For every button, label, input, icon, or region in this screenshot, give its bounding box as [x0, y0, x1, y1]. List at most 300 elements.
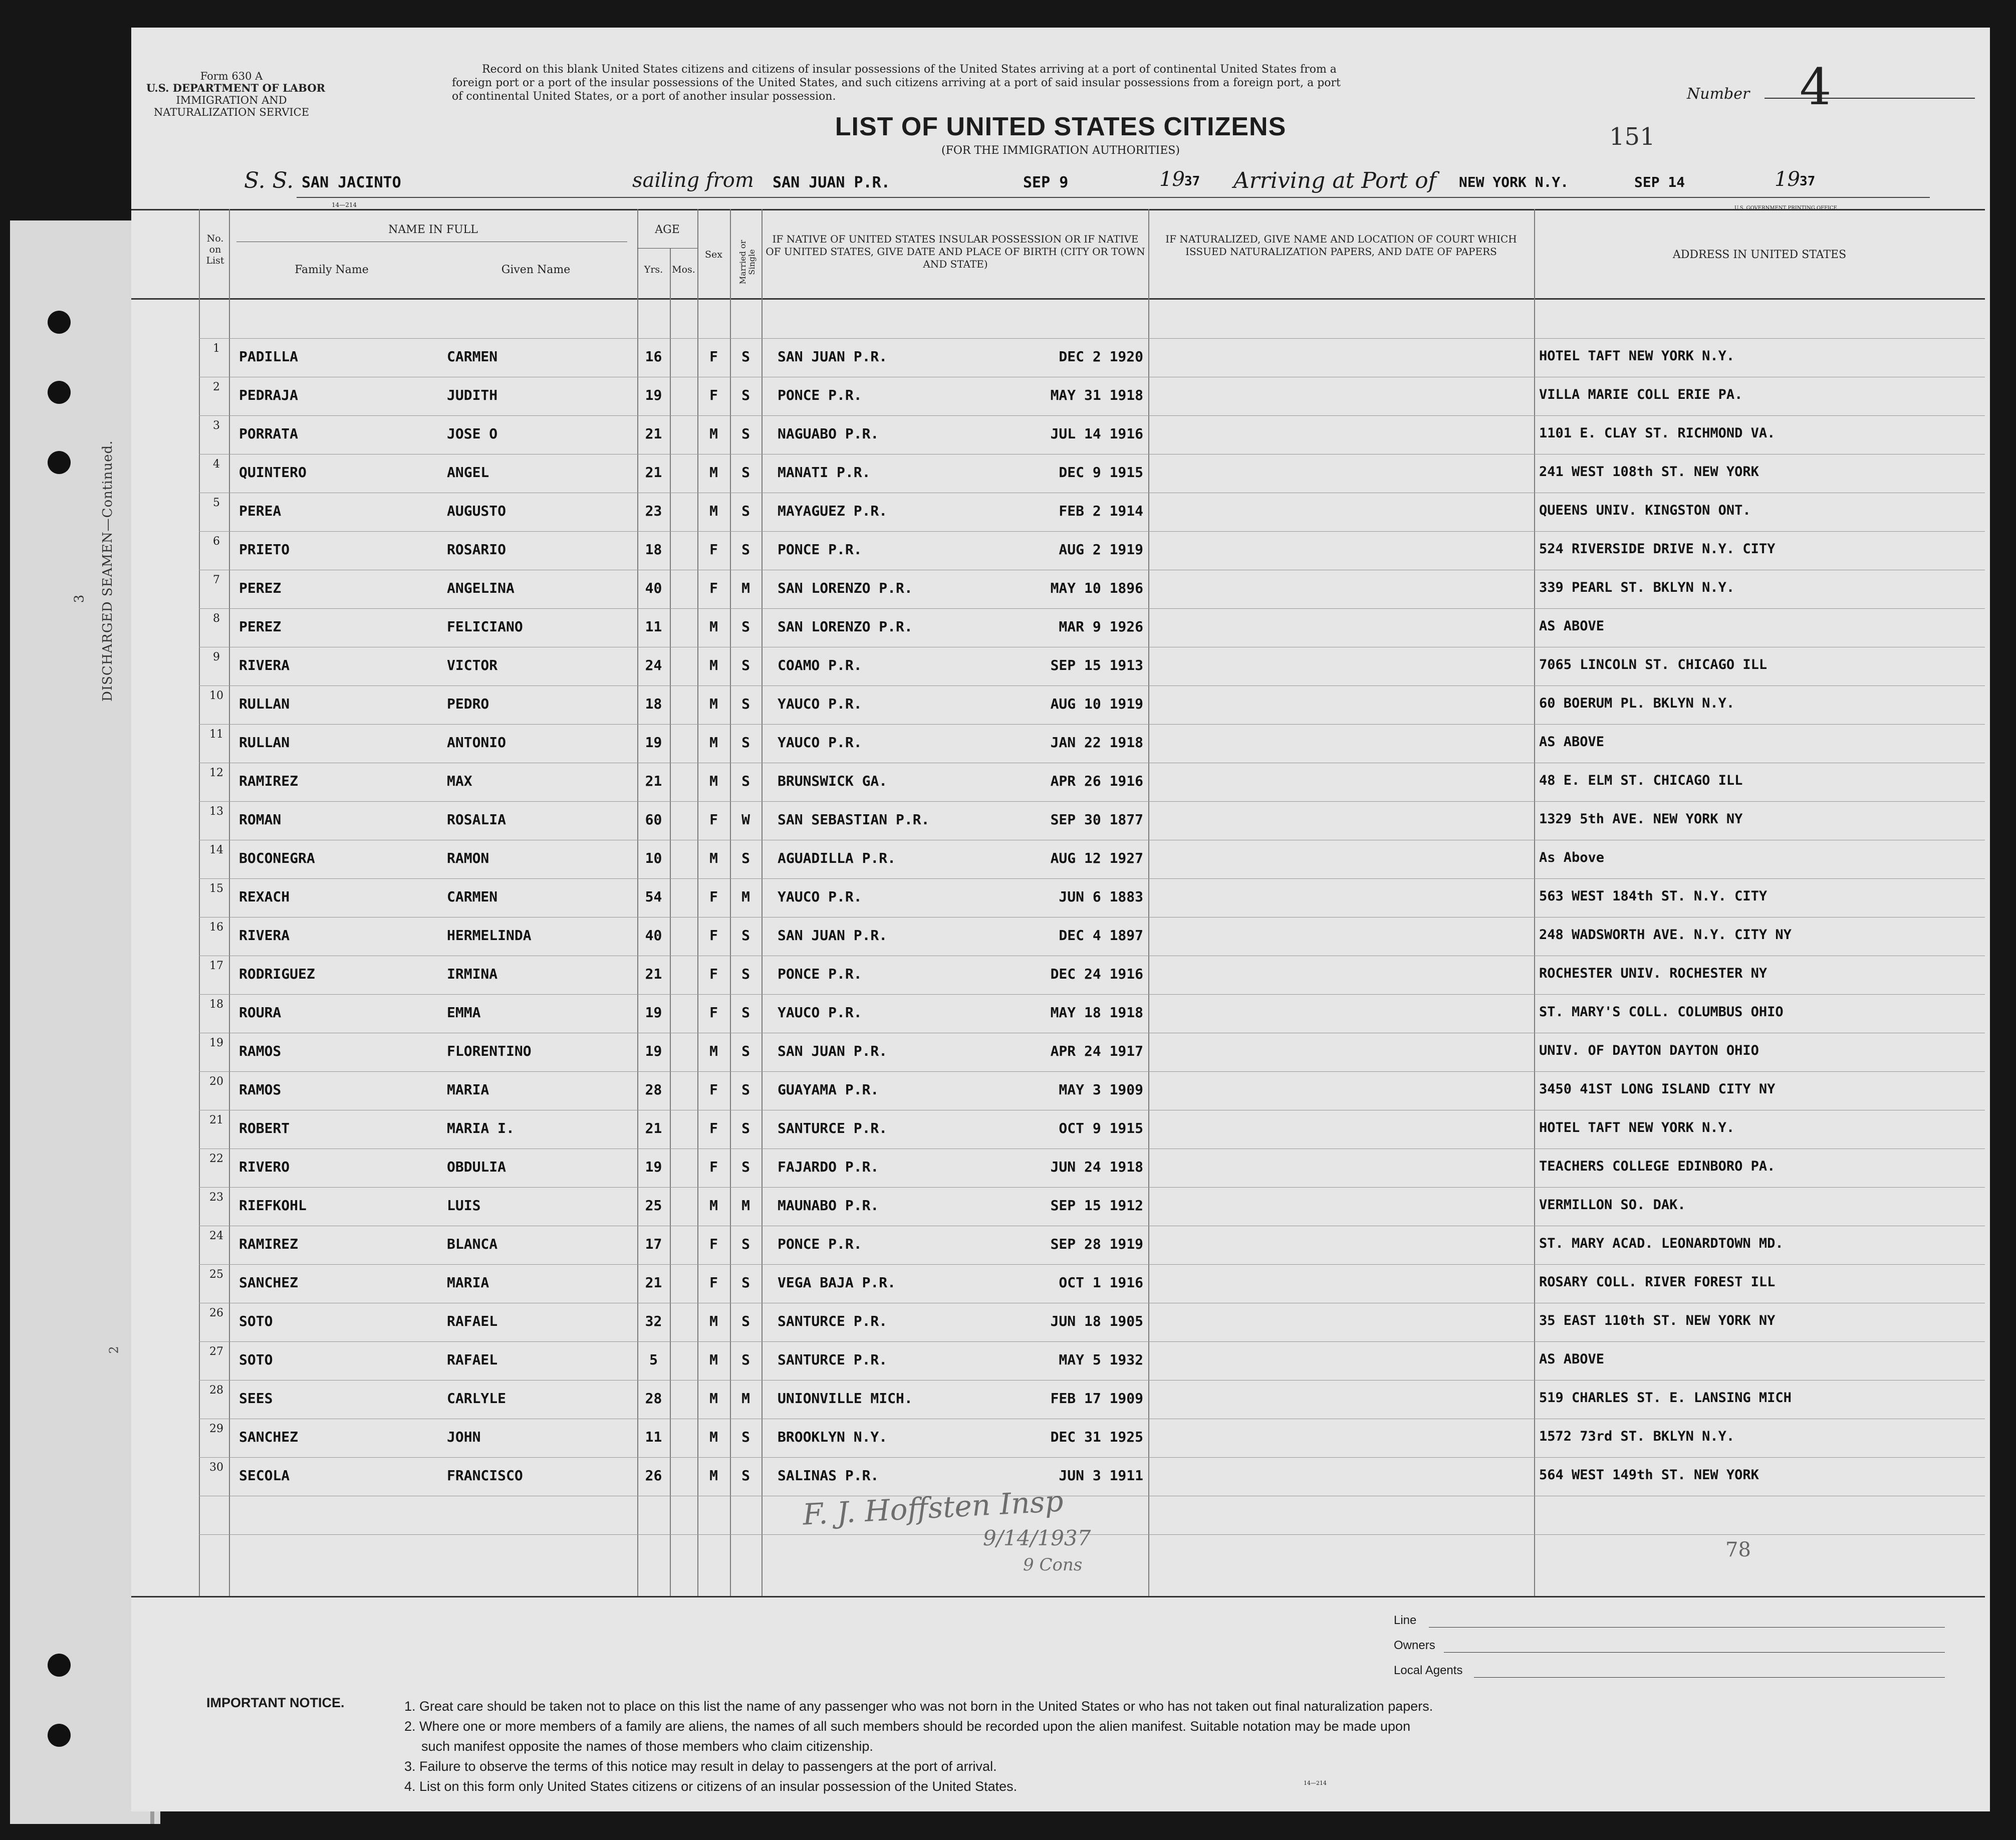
birth-place-cell: SAN LORENZO P.R. [778, 580, 913, 596]
row-number: 10 [209, 689, 223, 702]
sailing-label: sailing from [632, 169, 754, 192]
given-name-cell: RAFAEL [447, 1351, 498, 1368]
family-name-cell: SANCHEZ [239, 1274, 299, 1291]
address-cell: 339 PEARL ST. BKLYN N.Y. [1539, 580, 1735, 595]
address-cell: 524 RIVERSIDE DRIVE N.Y. CITY [1539, 541, 1776, 557]
marital-status-cell: S [741, 1429, 750, 1445]
given-name-cell: JUDITH [447, 387, 498, 403]
sex-cell: M [709, 696, 718, 712]
number-underline [1765, 98, 1975, 99]
intro-line-3: of continental United States, or a port of another insular possession. [452, 90, 836, 103]
age-cell: 26 [645, 1467, 662, 1484]
given-name-cell: AUGUSTO [447, 503, 507, 519]
age-cell: 60 [645, 811, 662, 828]
marital-status-cell: S [741, 734, 750, 751]
age-cell: 24 [645, 657, 662, 673]
ss-label: S. S. [244, 168, 294, 193]
marital-status-cell: W [741, 811, 750, 828]
address-cell: TEACHERS COLLEGE EDINBORO PA. [1539, 1159, 1776, 1174]
sex-cell: M [709, 657, 718, 673]
given-name-cell: EMMA [447, 1004, 481, 1021]
ruled-line [199, 994, 1985, 995]
given-name-cell: CARMEN [447, 888, 498, 905]
marital-status-cell: S [741, 1313, 750, 1329]
age-cell: 21 [645, 966, 662, 982]
ruled-line [199, 801, 1985, 802]
age-cell: 40 [645, 580, 662, 596]
birth-date-cell: SEP 15 1913 [1050, 657, 1143, 673]
sailing-year: 37 [1184, 174, 1200, 189]
marital-status-cell: S [741, 503, 750, 519]
age-cell: 16 [645, 348, 662, 365]
small-print-code: 14—214 [332, 201, 357, 208]
family-name-cell: SECOLA [239, 1467, 290, 1484]
row-number: 27 [209, 1345, 223, 1358]
col-line [229, 209, 230, 1596]
number-label: Number [1687, 85, 1750, 103]
address-cell: 519 CHARLES ST. E. LANSING MICH [1539, 1390, 1792, 1406]
printing-office: U.S. GOVERNMENT PRINTING OFFICE [1734, 205, 1837, 211]
form-id-block [146, 70, 326, 118]
birth-date-cell: FEB 2 1914 [1059, 503, 1143, 519]
birth-place-cell: BRUNSWICK GA. [778, 773, 888, 789]
given-name-cell: ANGELINA [447, 580, 515, 596]
row-number: 25 [209, 1268, 223, 1281]
marital-status-cell: S [741, 657, 750, 673]
page-title: LIST OF UNITED STATES CITIZENS [835, 112, 1287, 141]
ruled-line [199, 878, 1985, 879]
family-name-cell: PEDRAJA [239, 387, 299, 403]
ruled-line [199, 724, 1985, 725]
birth-place-cell: YAUCO P.R. [778, 734, 862, 751]
sex-cell: F [709, 387, 718, 403]
sex-cell: M [709, 503, 718, 519]
birth-place-cell: AGUADILLA P.R. [778, 850, 896, 866]
family-name-cell: ROBERT [239, 1120, 290, 1136]
given-name-cell: RAFAEL [447, 1313, 498, 1329]
address-cell: 35 EAST 110th ST. NEW YORK NY [1539, 1313, 1776, 1328]
owners-field [1444, 1652, 1945, 1653]
family-name-cell: RULLAN [239, 696, 290, 712]
col-line [199, 209, 200, 1596]
address-cell: 248 WADSWORTH AVE. N.Y. CITY NY [1539, 927, 1792, 943]
given-name-cell: IRMINA [447, 966, 498, 982]
age-cell: 21 [645, 464, 662, 481]
address-cell: 48 E. ELM ST. CHICAGO ILL [1539, 773, 1743, 788]
given-name-cell: ANGEL [447, 464, 489, 481]
age-cell: 19 [645, 1159, 662, 1175]
address-cell: 3450 41ST LONG ISLAND CITY NY [1539, 1081, 1776, 1097]
marital-status-cell: S [741, 387, 750, 403]
row-number: 30 [209, 1461, 223, 1474]
age-cell: 21 [645, 425, 662, 442]
birth-place-cell: FAJARDO P.R. [778, 1159, 879, 1175]
address-cell: VILLA MARIE COLL ERIE PA. [1539, 387, 1743, 402]
marital-status-cell: S [741, 1159, 750, 1175]
family-name-cell: RAMIREZ [239, 1236, 299, 1252]
given-name-cell: RAMON [447, 850, 489, 866]
age-cell: 21 [645, 773, 662, 789]
agents-block [1394, 1591, 1955, 1681]
birth-place-cell: UNIONVILLE MICH. [778, 1390, 913, 1407]
age-cell: 40 [645, 927, 662, 944]
notice-items [404, 1696, 1433, 1796]
birth-date-cell: SEP 30 1877 [1050, 811, 1143, 828]
age-cell: 19 [645, 1043, 662, 1059]
birth-date-cell: SEP 28 1919 [1050, 1236, 1143, 1252]
family-name-cell: SOTO [239, 1313, 273, 1329]
sex-cell: M [709, 1390, 718, 1407]
birth-date-cell: APR 26 1916 [1050, 773, 1143, 789]
birth-place-cell: PONCE P.R. [778, 1236, 862, 1252]
age-cell: 10 [645, 850, 662, 866]
given-name-cell: VICTOR [447, 657, 498, 673]
ruled-line [199, 1071, 1985, 1072]
ruled-line [199, 1187, 1985, 1188]
age-cell: 5 [649, 1351, 658, 1368]
age-cell: 54 [645, 888, 662, 905]
address-cell: ST. MARY'S COLL. COLUMBUS OHIO [1539, 1004, 1784, 1020]
intro-line-1: Record on this blank United States citizens and citizens of insular possessions of the United States arriving at a port of continental United States from a [482, 63, 1337, 76]
birth-date-cell: MAY 10 1896 [1050, 580, 1143, 596]
marital-status-cell: S [741, 773, 750, 789]
inspector-note: 9 Cons [1023, 1555, 1083, 1575]
marital-status-cell: S [741, 618, 750, 635]
table-top-border [131, 209, 1985, 210]
birth-place-cell: MANATI P.R. [778, 464, 871, 481]
birth-place-cell: SAN SEBASTIAN P.R. [778, 811, 930, 828]
family-name-cell: SEES [239, 1390, 273, 1407]
sex-cell: F [709, 966, 718, 982]
marital-status-cell: M [741, 888, 750, 905]
voyage-underline [297, 197, 1930, 198]
sex-cell: F [709, 580, 718, 596]
marital-status-cell: S [741, 696, 750, 712]
birth-date-cell: FEB 17 1909 [1050, 1390, 1143, 1407]
sailing-date: SEP 9 [1023, 174, 1069, 191]
row-number: 1 [213, 342, 220, 355]
given-name-cell: MARIA I. [447, 1120, 515, 1136]
col-header-given-name: Given Name [501, 264, 571, 276]
given-name-cell: MARIA [447, 1081, 489, 1098]
birth-date-cell: SEP 15 1912 [1050, 1197, 1143, 1214]
col-header-yrs: Yrs. [644, 264, 663, 275]
family-name-cell: RIVERO [239, 1159, 290, 1175]
marital-status-cell: S [741, 1004, 750, 1021]
birth-place-cell: VEGA BAJA P.R. [778, 1274, 896, 1291]
notice-label: IMPORTANT NOTICE. [206, 1695, 345, 1710]
family-name-cell: PRIETO [239, 541, 290, 558]
given-name-cell: LUIS [447, 1197, 481, 1214]
sex-cell: M [709, 425, 718, 442]
sex-cell: M [709, 464, 718, 481]
address-cell: HOTEL TAFT NEW YORK N.Y. [1539, 348, 1735, 364]
address-cell: AS ABOVE [1539, 734, 1605, 750]
ruled-line [199, 1534, 1985, 1535]
sex-cell: M [709, 1043, 718, 1059]
family-name-cell: RULLAN [239, 734, 290, 751]
age-cell: 28 [645, 1390, 662, 1407]
birth-date-cell: AUG 12 1927 [1050, 850, 1143, 866]
age-cell: 21 [645, 1274, 662, 1291]
col-line [1534, 209, 1535, 1596]
notice-item-4: 4. List on this form only United States citizens or citizens of an insular possession of the United States. [404, 1779, 1018, 1794]
marital-status-cell: S [741, 1043, 750, 1059]
birth-date-cell: MAY 31 1918 [1050, 387, 1143, 403]
birth-date-cell: JUN 18 1905 [1050, 1313, 1143, 1329]
sex-cell: F [709, 1004, 718, 1021]
family-name-cell: RAMOS [239, 1081, 282, 1098]
sex-cell: F [709, 1081, 718, 1098]
marital-status-cell: S [741, 1274, 750, 1291]
col-line [670, 248, 671, 1596]
family-name-cell: RAMOS [239, 1043, 282, 1059]
given-name-cell: ROSALIA [447, 811, 507, 828]
row-number: 26 [209, 1307, 223, 1319]
punch-hole [48, 1724, 71, 1747]
age-cell: 19 [645, 1004, 662, 1021]
ruled-line [199, 338, 1985, 339]
birth-date-cell: DEC 2 1920 [1059, 348, 1143, 365]
col-line [762, 209, 763, 1596]
birth-place-cell: MAYAGUEZ P.R. [778, 503, 888, 519]
given-name-cell: HERMELINDA [447, 927, 532, 944]
sex-cell: F [709, 927, 718, 944]
sex-cell: M [709, 734, 718, 751]
given-name-cell: PEDRO [447, 696, 489, 712]
ruled-line [199, 1457, 1985, 1458]
local-agents-label: Local Agents [1394, 1664, 1463, 1677]
birth-place-cell: YAUCO P.R. [778, 888, 862, 905]
given-name-cell: OBDULIA [447, 1159, 507, 1175]
address-cell: 241 WEST 108th ST. NEW YORK [1539, 464, 1759, 480]
given-name-cell: FELICIANO [447, 618, 523, 635]
family-name-cell: SANCHEZ [239, 1429, 299, 1445]
arrival-year: 37 [1800, 174, 1816, 189]
address-cell: 1572 73rd ST. BKLYN N.Y. [1539, 1429, 1735, 1444]
birth-place-cell: NAGUABO P.R. [778, 425, 879, 442]
sex-cell: F [709, 1236, 718, 1252]
arriving-label: Arriving at Port of [1233, 168, 1437, 193]
address-cell: QUEENS UNIV. KINGSTON ONT. [1539, 503, 1751, 518]
row-number: 4 [213, 458, 220, 471]
birth-date-cell: OCT 9 1915 [1059, 1120, 1143, 1136]
stub-number: 3 [72, 594, 87, 603]
ship-name: SAN JACINTO [302, 174, 401, 191]
sex-cell: F [709, 348, 718, 365]
given-name-cell: CARLYLE [447, 1390, 507, 1407]
owners-label: Owners [1394, 1639, 1435, 1652]
address-cell: As Above [1539, 850, 1605, 865]
birth-place-cell: SAN LORENZO P.R. [778, 618, 913, 635]
intro-instructions [452, 63, 1341, 103]
given-name-cell: ANTONIO [447, 734, 507, 751]
age-cell: 23 [645, 503, 662, 519]
line-field [1429, 1627, 1945, 1628]
marital-status-cell: S [741, 1236, 750, 1252]
ruled-line [199, 531, 1985, 532]
col-header-address: ADDRESS IN UNITED STATES [1672, 249, 1847, 261]
birth-place-cell: MAUNABO P.R. [778, 1197, 879, 1214]
address-cell: 1101 E. CLAY ST. RICHMOND VA. [1539, 425, 1776, 441]
birth-date-cell: DEC 9 1915 [1059, 464, 1143, 481]
given-name-cell: CARMEN [447, 348, 498, 365]
address-cell: 563 WEST 184th ST. N.Y. CITY [1539, 888, 1768, 904]
ruled-line [199, 685, 1985, 686]
notice-item-2: 2. Where one or more members of a family are aliens, the names of all such members should be recorded upon the alien manifest. Suitable notation may be made upon [404, 1719, 1411, 1734]
sex-cell: M [709, 850, 718, 866]
address-cell: 7065 LINCOLN ST. CHICAGO ILL [1539, 657, 1768, 672]
family-name-cell: SOTO [239, 1351, 273, 1368]
age-cell: 32 [645, 1313, 662, 1329]
family-name-cell: ROMAN [239, 811, 282, 828]
age-cell: 11 [645, 618, 662, 635]
col-header-naturalized: IF NATURALIZED, GIVE NAME AND LOCATION OF COURT WHICH ISSUED NATURALIZATION PAPERS, AND DATE OF PAPERS [1165, 233, 1517, 258]
given-name-cell: JOSE O [447, 425, 498, 442]
line-label: Line [1394, 1614, 1417, 1627]
table-header-border [131, 298, 1985, 300]
row-number: 21 [209, 1114, 223, 1126]
sex-cell: M [709, 618, 718, 635]
birth-date-cell: MAY 3 1909 [1059, 1081, 1143, 1098]
row-number: 19 [209, 1037, 223, 1049]
marital-status-cell: M [741, 1390, 750, 1407]
row-number: 7 [213, 574, 220, 586]
punch-hole [48, 311, 71, 334]
row-number: 22 [209, 1153, 223, 1165]
row-number: 28 [209, 1384, 223, 1397]
family-name-cell: ROURA [239, 1004, 282, 1021]
family-name-cell: PADILLA [239, 348, 299, 365]
marital-status-cell: S [741, 927, 750, 944]
birth-date-cell: AUG 2 1919 [1059, 541, 1143, 558]
col-header-mos: Mos. [672, 264, 695, 275]
birth-date-cell: DEC 24 1916 [1050, 966, 1143, 982]
family-name-cell: PEREZ [239, 580, 282, 596]
page-subtitle: (FOR THE IMMIGRATION AUTHORITIES) [941, 144, 1180, 157]
row-number: 23 [209, 1191, 223, 1204]
age-cell: 28 [645, 1081, 662, 1098]
age-cell: 18 [645, 696, 662, 712]
service-name-2: NATURALIZATION SERVICE [153, 106, 310, 118]
row-number: 20 [209, 1075, 223, 1088]
service-name: IMMIGRATION AND [176, 94, 287, 106]
row-number: 24 [209, 1230, 223, 1242]
notice-item-2-cont: such manifest opposite the names of those members who claim citizenship. [421, 1739, 873, 1754]
row-number: 9 [213, 651, 220, 663]
birth-date-cell: JAN 22 1918 [1050, 734, 1143, 751]
birth-place-cell: SANTURCE P.R. [778, 1313, 888, 1329]
sailing-year-prefix: 19 [1159, 168, 1185, 191]
stamp-number: 151 [1609, 123, 1655, 151]
marital-status-cell: S [741, 348, 750, 365]
sex-cell: M [709, 1197, 718, 1214]
marital-status-cell: S [741, 966, 750, 982]
arrival-year-prefix: 19 [1775, 168, 1800, 191]
marital-status-cell: S [741, 850, 750, 866]
intro-line-2: foreign port or a port of the insular possessions of the United States, and such citizens arriving at a port of said insular possessions from a foreign port, a port [452, 77, 1341, 89]
address-cell: AS ABOVE [1539, 1351, 1605, 1367]
stub-number-bottom: 2 [107, 1346, 121, 1354]
family-name-cell: RIVERA [239, 927, 290, 944]
age-cell: 11 [645, 1429, 662, 1445]
row-number: 14 [209, 844, 223, 856]
page-count: 78 [1725, 1538, 1751, 1561]
row-number: 5 [213, 497, 220, 509]
address-cell: 60 BOERUM PL. BKLYN N.Y. [1539, 696, 1735, 711]
age-cell: 19 [645, 387, 662, 403]
row-number: 18 [209, 998, 223, 1011]
family-name-cell: RIEFKOHL [239, 1197, 307, 1214]
col-header-no: No. on List [206, 233, 224, 266]
department-name: U.S. DEPARTMENT OF LABOR [146, 82, 326, 94]
birth-date-cell: JUN 3 1911 [1059, 1467, 1143, 1484]
birth-date-cell: DEC 31 1925 [1050, 1429, 1143, 1445]
sex-cell: F [709, 811, 718, 828]
birth-place-cell: COAMO P.R. [778, 657, 862, 673]
row-number: 2 [213, 381, 220, 393]
address-cell: AS ABOVE [1539, 618, 1605, 634]
manifest-sheet [131, 28, 1990, 1811]
local-agents-field [1474, 1677, 1945, 1678]
birth-date-cell: JUN 24 1918 [1050, 1159, 1143, 1175]
col-line [1148, 209, 1149, 1596]
given-name-cell: BLANCA [447, 1236, 498, 1252]
sex-cell: M [709, 773, 718, 789]
sex-cell: M [709, 1351, 718, 1368]
inspector-date: 9/14/1937 [983, 1526, 1091, 1550]
col-header-age: AGE [655, 223, 680, 236]
marital-status-cell: M [741, 580, 750, 596]
address-cell: 564 WEST 149th ST. NEW YORK [1539, 1467, 1759, 1483]
sex-cell: F [709, 1120, 718, 1136]
given-name-cell: FLORENTINO [447, 1043, 532, 1059]
birth-date-cell: DEC 4 1897 [1059, 927, 1143, 944]
arrival-port: NEW YORK N.Y. [1459, 174, 1569, 190]
marital-status-cell: S [741, 425, 750, 442]
punch-hole [48, 1654, 71, 1677]
arrival-date: SEP 14 [1634, 174, 1685, 190]
birth-place-cell: SANTURCE P.R. [778, 1351, 888, 1368]
sex-cell: F [709, 1159, 718, 1175]
given-name-cell: JOHN [447, 1429, 481, 1445]
family-name-cell: RODRIGUEZ [239, 966, 315, 982]
col-header-married-single: Married or Single [738, 240, 757, 285]
age-divider [637, 248, 697, 249]
birth-date-cell: AUG 10 1919 [1050, 696, 1143, 712]
birth-place-cell: YAUCO P.R. [778, 1004, 862, 1021]
row-number: 15 [209, 882, 223, 895]
punch-hole [48, 451, 71, 474]
marital-status-cell: S [741, 464, 750, 481]
birth-date-cell: JUL 14 1916 [1050, 425, 1143, 442]
marital-status-cell: S [741, 1351, 750, 1368]
marital-status-cell: S [741, 1120, 750, 1136]
birth-place-cell: SAN JUAN P.R. [778, 348, 888, 365]
family-name-cell: REXACH [239, 888, 290, 905]
birth-place-cell: GUAYAMA P.R. [778, 1081, 879, 1098]
ruled-line [199, 1264, 1985, 1265]
ruled-line [199, 1148, 1985, 1149]
birth-date-cell: MAY 18 1918 [1050, 1004, 1143, 1021]
address-cell: ST. MARY ACAD. LEONARDTOWN MD. [1539, 1236, 1784, 1251]
col-header-sex: Sex [705, 249, 722, 260]
ruled-line [199, 415, 1985, 416]
birth-place-cell: PONCE P.R. [778, 966, 862, 982]
ruled-line [199, 1380, 1985, 1381]
family-name-cell: PEREA [239, 503, 282, 519]
birth-place-cell: SAN JUAN P.R. [778, 1043, 888, 1059]
